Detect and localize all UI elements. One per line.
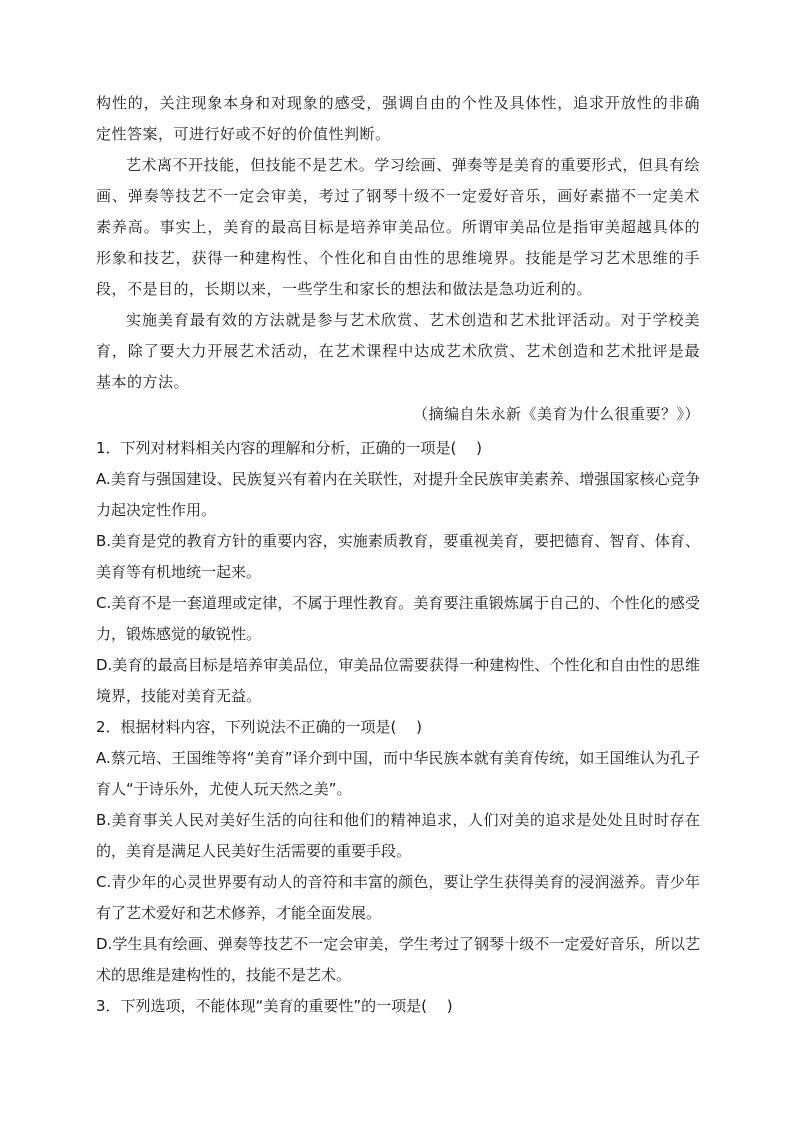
question-option-c: C.青少年的心灵世界要有动人的音符和丰富的颜色，要让学生获得美育的浸润滋养。青少年有了艺术爱好和艺术修养，才能全面发展。 [96,873,700,922]
question-3 [96,991,700,1022]
question-stem: 3．下列选项，不能体现“美育的重要性”的一项是( ) [96,997,453,1015]
question-option-c: C.美育不是一套道理或定律，不属于理性教育。美育要注重锻炼属于自己的、个性化的感受力，锻炼感觉的敏锐性。 [96,594,700,643]
question-list [96,433,700,1022]
passage-paragraph: 艺术离不开技能，但技能不是艺术。学习绘画、弹奏等是美育的重要形式，但具有绘画、弹奏等技艺不一定会审美，考过了钢琴十级不一定爱好音乐，画好素描不一定美术素养高。事实上，美育的最高目标是培养审美品位。所谓审美品位是指审美超越具体的形象和技艺，获得一种建构性、个性化和自由性的思维境界。技能是学习艺术思维的手段，不是目的，长期以来，一些学生和家长的想法和做法是急功近利的。 [96,156,700,298]
passage-paragraph: 构性的，关注现象本身和对现象的感受，强调自由的个性及具体性，追求开放性的非确定性答案，可进行好或不好的价值性判断。 [96,94,700,143]
question-2 [96,712,700,991]
passage-paragraph: 实施美育最有效的方法就是参与艺术欣赏、艺术创造和艺术批评活动。对于学校美育，除了要大力开展艺术活动，在艺术课程中达成艺术欣赏、艺术创造和艺术批评是最基本的方法。 [96,311,700,391]
question-option-d: D.学生具有绘画、弹奏等技艺不一定会审美，学生考过了钢琴十级不一定爱好音乐，所以艺术的思维是建构性的，技能不是艺术。 [96,935,700,984]
question-option-b: B.美育事关人民对美好生活的向往和他们的精神追求，人们对美的追求是处处且时时存在的，美育是满足人民美好生活需要的重要手段。 [96,811,700,860]
question-option-d: D.美育的最高目标是培养审美品位，审美品位需要获得一种建构性、个性化和自由性的思维境界，技能对美育无益。 [96,656,700,705]
document-page [96,88,700,1022]
passage-source: （摘编自朱永新《美育为什么很重要？》） [412,405,700,423]
question-stem: 1．下列对材料相关内容的理解和分析，正确的一项是( ) [96,439,483,457]
question-option-a: A.蔡元培、王国维等将“美育”译介到中国，而中华民族本就有美育传统，如王国维认为孔子育人“于诗乐外，尤使人玩天然之美”。 [96,749,700,798]
reading-passage [96,88,700,430]
question-option-a: A.美育与强国建设、民族复兴有着内在关联性，对提升全民族审美素养、增强国家核心竞争力起决定性作用。 [96,470,700,519]
question-stem: 2．根据材料内容，下列说法不正确的一项是( ) [96,718,423,736]
question-option-b: B.美育是党的教育方针的重要内容，实施素质教育，要重视美育，要把德育、智育、体育、美育等有机地统一起来。 [96,532,700,581]
question-1 [96,433,700,712]
